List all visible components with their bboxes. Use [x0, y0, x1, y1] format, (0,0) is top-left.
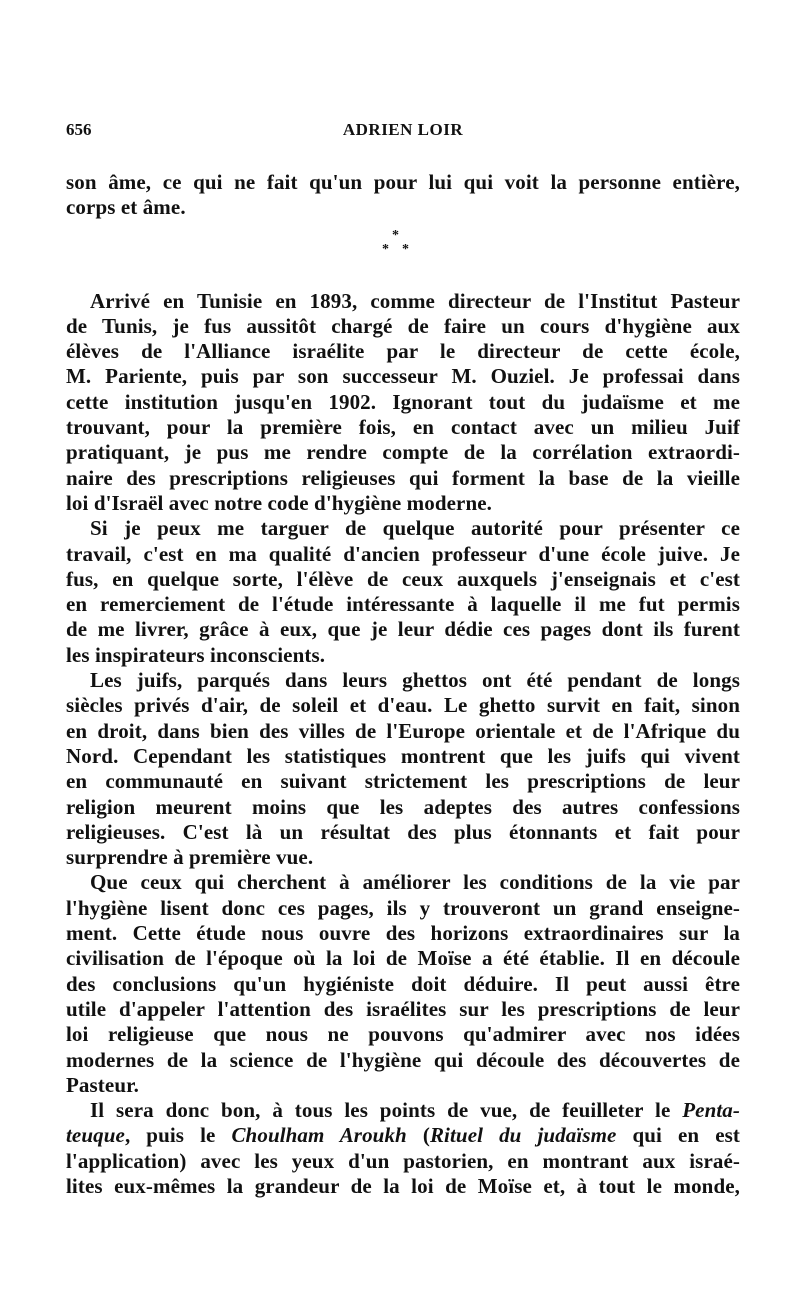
text-line: utile d'appeler l'attention des israélites sur les prescriptions de leur [66, 996, 740, 1021]
separator-star: * [382, 241, 390, 257]
text-line [66, 1098, 740, 1123]
text-line: son âme, ce qui ne fait qu'un pour lui qui voit la personne entière, [66, 170, 740, 194]
text-line: naire des prescriptions religieuses qui forment la base de la vieille [66, 465, 740, 490]
text-line: Pasteur. [66, 1072, 139, 1097]
text-line: Si je peux me targuer de quelque autorité pour présenter ce [90, 516, 740, 541]
text-line: de me livrer, grâce à eux, que je leur dédie ces pages dont ils furent [66, 617, 740, 642]
text-line: l'hygiène lisent donc ces pages, ils y trouveront un grand enseigne- [66, 895, 740, 920]
text-line: l'application) avec les yeux d'un pastorien, en montrant aux israé- [66, 1148, 740, 1173]
text-line: Arrivé en Tunisie en 1893, comme directeur de l'Institut Pasteur [90, 288, 740, 313]
text-line: trouvant, pour la première fois, en contact avec un milieu Juif [66, 415, 740, 440]
paragraph [66, 668, 740, 870]
paragraph [66, 516, 740, 668]
text-line: lites eux-mêmes la grandeur de la loi de Moïse et, à tout le monde, [66, 1173, 740, 1198]
separator-star: * [392, 227, 400, 243]
italic-title-choulham-aroukh: Choulham Aroukh [231, 1123, 407, 1148]
page-number: 656 [66, 120, 92, 139]
text-line: loi religieuse que nous ne pouvons qu'admirer avec nos idées [66, 1022, 740, 1047]
text-line: fus, en quelque sorte, l'élève de ceux auxquels j'enseignais et c'est [66, 566, 740, 591]
text-line: religion meurent moins que les adeptes des autres confessions [66, 794, 740, 819]
paragraph [66, 870, 740, 1098]
page-header [66, 120, 740, 144]
text-line: religieuses. C'est là un résultat des plus étonnants et fait pour [66, 819, 740, 844]
text-line: loi d'Israël avec notre code d'hygiène moderne. [66, 490, 493, 515]
text-line: en remerciement de l'étude intéressante à laquelle il me fut permis [66, 592, 740, 617]
text-line: en droit, dans bien des villes de l'Europe orientale et de l'Afrique du [66, 718, 740, 743]
text-line: civilisation de l'époque où la loi de Moïse a été établie. Il en découle [66, 946, 740, 971]
text-line: en communauté en suivant strictement les prescriptions de leur [66, 769, 740, 794]
text-line: de Tunis, je fus aussitôt chargé de faire un cours d'hygiène aux [66, 313, 740, 338]
separator-star: * [402, 241, 410, 257]
text-line: corps et âme. [66, 195, 186, 220]
paragraph [66, 1098, 740, 1199]
text-line: élèves de l'Alliance israélite par le directeur de cette école, [66, 339, 740, 364]
text-line: cette institution jusqu'en 1902. Ignorant tout du judaïsme et me [66, 389, 740, 414]
section-separator [66, 221, 740, 289]
running-head: ADRIEN LOIR [342, 120, 464, 139]
text-line: M. Pariente, puis par son successeur M. Ouziel. Je professai dans [66, 364, 740, 389]
paragraph [66, 289, 740, 517]
text-segment: ( [406, 1123, 430, 1148]
paragraph-continuation [66, 170, 740, 221]
text-line: pratiquant, je pus me rendre compte de la corrélation extraordi- [66, 440, 740, 465]
text-segment: qui en est [616, 1123, 740, 1148]
text-line: Les juifs, parqués dans leurs ghettos ont été pendant de longs [90, 668, 740, 693]
text-line: les inspirateurs inconscients. [66, 642, 326, 667]
italic-title-pentateuque: Penta- [682, 1098, 740, 1123]
italic-title-rituel: Rituel du judaïsme [429, 1123, 617, 1148]
text-segment: Il sera donc bon, à tous les points de vue, de feuilleter le [90, 1098, 683, 1123]
text-segment: , puis le [124, 1123, 232, 1148]
text-line: siècles privés d'air, de soleil et d'eau. Le ghetto survit en fait, sinon [66, 693, 740, 718]
text-line: ment. Cette étude nous ouvre des horizons extraordinaires sur la [66, 921, 740, 946]
text-line: modernes de la science de l'hygiène qui découle des découvertes de [66, 1047, 740, 1072]
text-line: surprendre à première vue. [66, 845, 314, 870]
body-text [66, 170, 740, 1199]
text-line [66, 1123, 740, 1148]
text-line: des conclusions qu'un hygiéniste doit déduire. Il peut aussi être [66, 971, 740, 996]
text-line: Nord. Cependant les statistiques montrent que les juifs qui vivent [66, 743, 740, 768]
italic-title-pentateuque-cont: teuque [66, 1123, 125, 1148]
text-line: travail, c'est en ma qualité d'ancien professeur d'une école juive. Je [66, 541, 740, 566]
text-line: Que ceux qui cherchent à améliorer les conditions de la vie par [90, 870, 740, 895]
